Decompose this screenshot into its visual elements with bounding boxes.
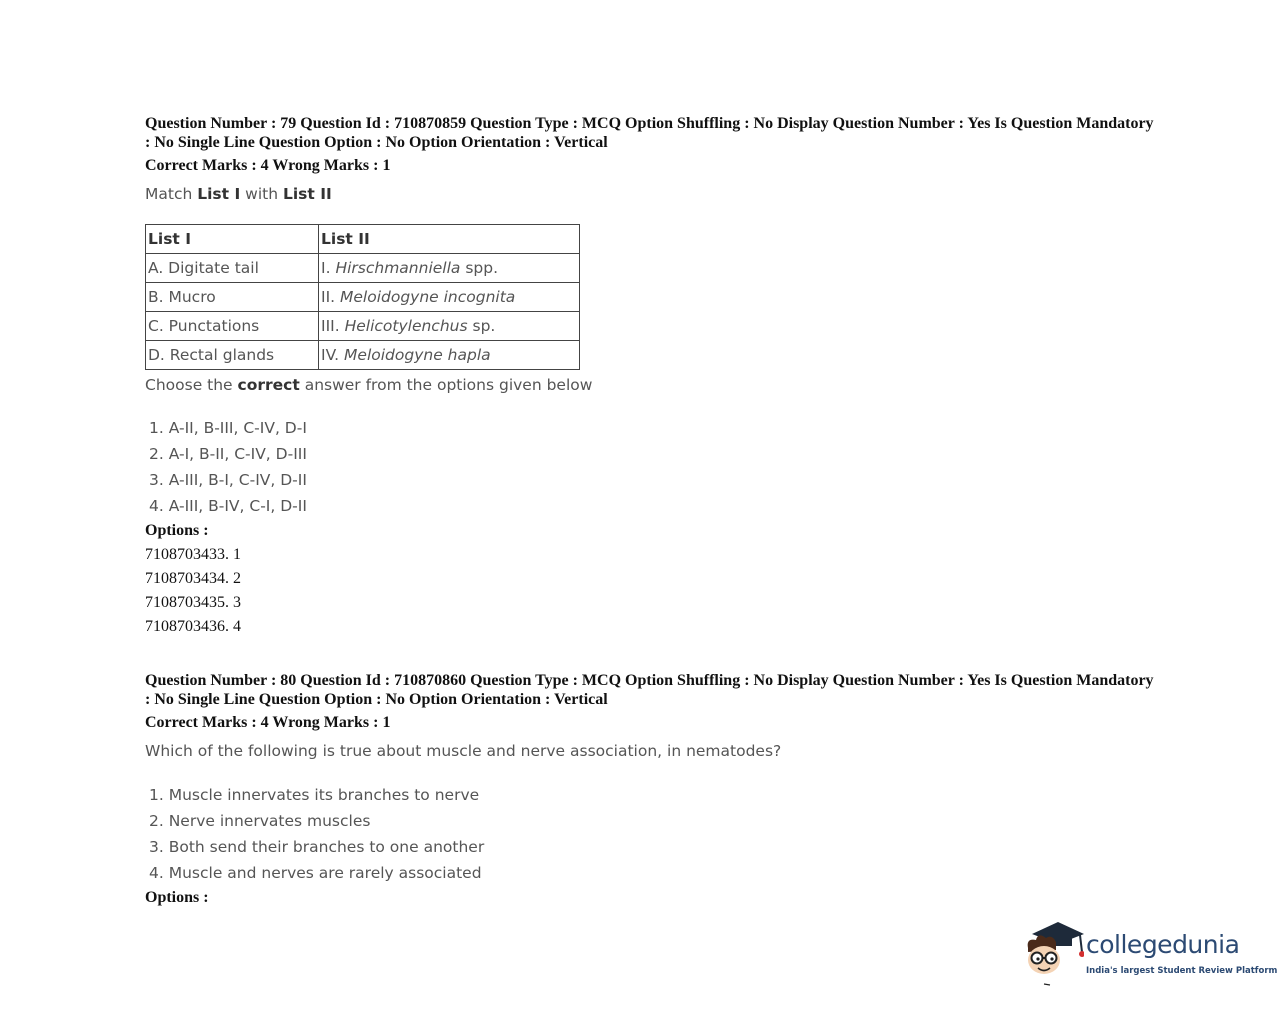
q80-options-label: Options : — [145, 889, 209, 906]
list2-cell: I. Hirschmanniella spp. — [319, 254, 580, 283]
choice-item: 2. Nerve innervates muscles — [149, 812, 371, 830]
option-id: 7108703433. 1 — [145, 546, 241, 563]
table-row — [146, 312, 580, 341]
choice-item: 3. Both send their branches to one another — [149, 838, 485, 856]
header-list-2: List II — [319, 225, 580, 254]
logo-tagline: India's largest Student Review Platform — [1086, 966, 1278, 976]
table-row — [146, 341, 580, 370]
q79-instruction: Match List I with List II — [145, 185, 332, 203]
table-row — [146, 283, 580, 312]
choice-item: 2. A-I, B-II, C-IV, D-III — [149, 445, 307, 463]
q79-options-label: Options : — [145, 522, 209, 539]
q80-question: Which of the following is true about muscle and nerve association, in nematodes? — [145, 742, 782, 760]
list1-cell: B. Mucro — [146, 283, 319, 312]
choice-item: 1. Muscle innervates its branches to nerve — [149, 786, 480, 804]
list1-cell: D. Rectal glands — [146, 341, 319, 370]
option-id: 7108703436. 4 — [145, 618, 241, 635]
list2-cell: IV. Meloidogyne hapla — [319, 341, 580, 370]
table-row — [146, 254, 580, 283]
q79-meta: Question Number : 79 Question Id : 710870859 Question Type : MCQ Option Shuffling : No Display Question Number : Yes Is Question Mandatory : No Single Line Question Option : No Option Orientation : Vertical — [145, 115, 1154, 151]
header-list-1: List I — [146, 225, 319, 254]
list1-cell: A. Digitate tail — [146, 254, 319, 283]
q80-meta: Question Number : 80 Question Id : 710870860 Question Type : MCQ Option Shuffling : No Display Question Number : Yes Is Question Mandatory : No Single Line Question Option : No Option Orientation : Vertical — [145, 672, 1154, 708]
logo-wordmark: collegedunia — [1086, 930, 1240, 959]
match-table — [145, 224, 580, 370]
table-header-row — [146, 225, 580, 254]
q79-marks: Correct Marks : 4 Wrong Marks : 1 — [145, 157, 391, 174]
choice-item: 4. Muscle and nerves are rarely associated — [149, 864, 482, 882]
option-id: 7108703435. 3 — [145, 594, 241, 611]
q79-choose-instruction: Choose the correct answer from the options given below — [145, 376, 593, 394]
q80-marks: Correct Marks : 4 Wrong Marks : 1 — [145, 714, 391, 731]
option-id: 7108703434. 2 — [145, 570, 241, 587]
list1-cell: C. Punctations — [146, 312, 319, 341]
choice-item: 3. A-III, B-I, C-IV, D-II — [149, 471, 307, 489]
collegedunia-logo — [1024, 918, 1278, 988]
list2-cell: III. Helicotylenchus sp. — [319, 312, 580, 341]
mascot-icon — [1024, 918, 1084, 988]
choice-item: 1. A-II, B-III, C-IV, D-I — [149, 419, 307, 437]
list2-cell: II. Meloidogyne incognita — [319, 283, 580, 312]
choice-item: 4. A-III, B-IV, C-I, D-II — [149, 497, 307, 515]
